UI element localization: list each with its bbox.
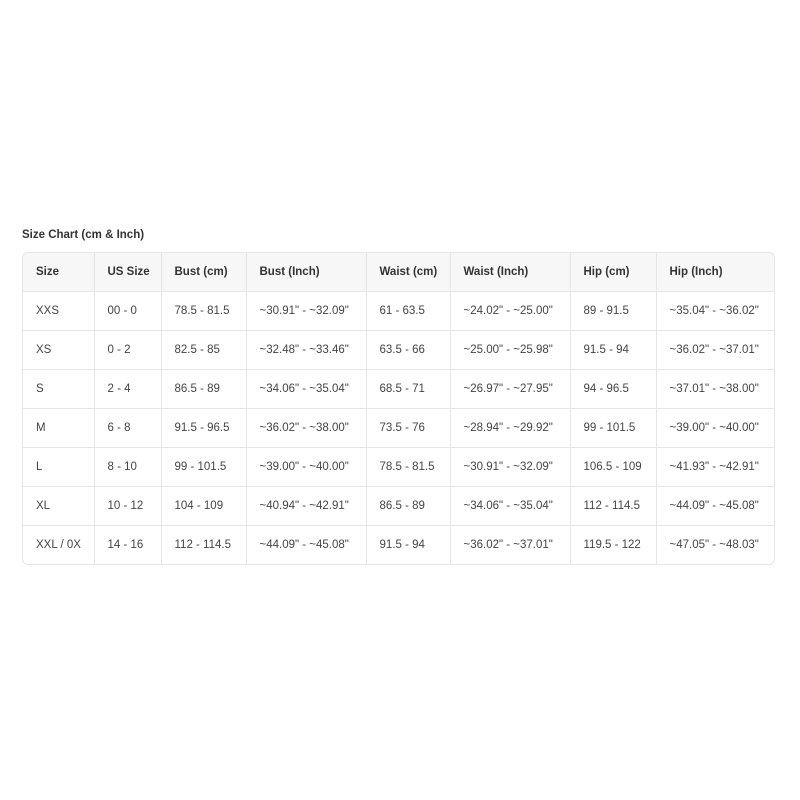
table-cell: 63.5 - 66 xyxy=(366,331,450,370)
table-row xyxy=(23,292,775,331)
header-cell-waist-inch: Waist (Inch) xyxy=(450,253,570,292)
table-cell: 106.5 - 109 xyxy=(570,448,656,487)
table-cell: 68.5 - 71 xyxy=(366,370,450,409)
table-cell: ~30.91" - ~32.09" xyxy=(246,292,366,331)
table-cell: 99 - 101.5 xyxy=(570,409,656,448)
table-cell: 8 - 10 xyxy=(94,448,161,487)
table-cell: ~39.00" - ~40.00" xyxy=(656,409,775,448)
table-header-row xyxy=(23,253,775,292)
table-cell: 99 - 101.5 xyxy=(161,448,246,487)
table-cell: 78.5 - 81.5 xyxy=(366,448,450,487)
table-row xyxy=(23,526,775,565)
table-row xyxy=(23,448,775,487)
table-cell: ~24.02" - ~25.00" xyxy=(450,292,570,331)
table-cell: 94 - 96.5 xyxy=(570,370,656,409)
table-cell: ~32.48" - ~33.46" xyxy=(246,331,366,370)
table-cell: 119.5 - 122 xyxy=(570,526,656,565)
table-cell: ~36.02" - ~37.01" xyxy=(656,331,775,370)
table-cell: 91.5 - 94 xyxy=(570,331,656,370)
header-cell-us-size: US Size xyxy=(94,253,161,292)
size-chart-table-container xyxy=(22,252,775,565)
table-cell: 2 - 4 xyxy=(94,370,161,409)
table-cell: L xyxy=(23,448,94,487)
header-cell-waist-cm: Waist (cm) xyxy=(366,253,450,292)
table-cell: 104 - 109 xyxy=(161,487,246,526)
table-cell: XS xyxy=(23,331,94,370)
table-cell: 91.5 - 96.5 xyxy=(161,409,246,448)
header-cell-bust-inch: Bust (Inch) xyxy=(246,253,366,292)
header-cell-hip-inch: Hip (Inch) xyxy=(656,253,775,292)
table-cell: 61 - 63.5 xyxy=(366,292,450,331)
table-row xyxy=(23,409,775,448)
header-cell-hip-cm: Hip (cm) xyxy=(570,253,656,292)
size-chart-section xyxy=(22,228,775,565)
table-cell: ~30.91" - ~32.09" xyxy=(450,448,570,487)
table-cell: 00 - 0 xyxy=(94,292,161,331)
table-cell: 112 - 114.5 xyxy=(570,487,656,526)
table-cell: 78.5 - 81.5 xyxy=(161,292,246,331)
table-cell: 86.5 - 89 xyxy=(366,487,450,526)
table-cell: XXS xyxy=(23,292,94,331)
table-cell: ~36.02" - ~37.01" xyxy=(450,526,570,565)
table-cell: ~37.01" - ~38.00" xyxy=(656,370,775,409)
table-cell: ~47.05" - ~48.03" xyxy=(669,539,759,551)
table-cell: XL xyxy=(23,487,94,526)
size-chart-table xyxy=(23,253,775,564)
table-row xyxy=(23,370,775,409)
table-cell: 86.5 - 89 xyxy=(161,370,246,409)
table-row xyxy=(23,331,775,370)
table-cell: 112 - 114.5 xyxy=(161,526,246,565)
table-cell: ~36.02" - ~38.00" xyxy=(246,409,366,448)
table-cell: ~34.06" - ~35.04" xyxy=(450,487,570,526)
table-cell: S xyxy=(23,370,94,409)
table-cell: ~34.06" - ~35.04" xyxy=(246,370,366,409)
table-cell: 14 - 16 xyxy=(94,526,161,565)
table-cell: ~26.97" - ~27.95" xyxy=(450,370,570,409)
table-cell: ~41.93" - ~42.91" xyxy=(656,448,775,487)
table-cell: M xyxy=(23,409,94,448)
table-cell: ~35.04" - ~36.02" xyxy=(656,292,775,331)
table-row xyxy=(23,487,775,526)
table-cell: XXL / 0X xyxy=(23,526,94,565)
table-cell: 73.5 - 76 xyxy=(366,409,450,448)
table-cell: 91.5 - 94 xyxy=(366,526,450,565)
table-cell: ~44.09" - ~45.08" xyxy=(656,487,775,526)
table-cell: ~44.09" - ~45.08" xyxy=(246,526,366,565)
table-cell: 82.5 - 85 xyxy=(161,331,246,370)
table-cell: 10 - 12 xyxy=(94,487,161,526)
table-cell: ~39.00" - ~40.00" xyxy=(246,448,366,487)
table-cell: ~28.94" - ~29.92" xyxy=(450,409,570,448)
size-chart-title: Size Chart (cm & Inch) xyxy=(22,229,145,241)
table-cell: 6 - 8 xyxy=(94,409,161,448)
table-cell: ~40.94" - ~42.91" xyxy=(246,487,366,526)
table-cell: ~25.00" - ~25.98" xyxy=(450,331,570,370)
table-cell: 89 - 91.5 xyxy=(570,292,656,331)
header-cell-bust-cm: Bust (cm) xyxy=(161,253,246,292)
table-cell: 0 - 2 xyxy=(94,331,161,370)
header-cell-size: Size xyxy=(23,253,94,292)
